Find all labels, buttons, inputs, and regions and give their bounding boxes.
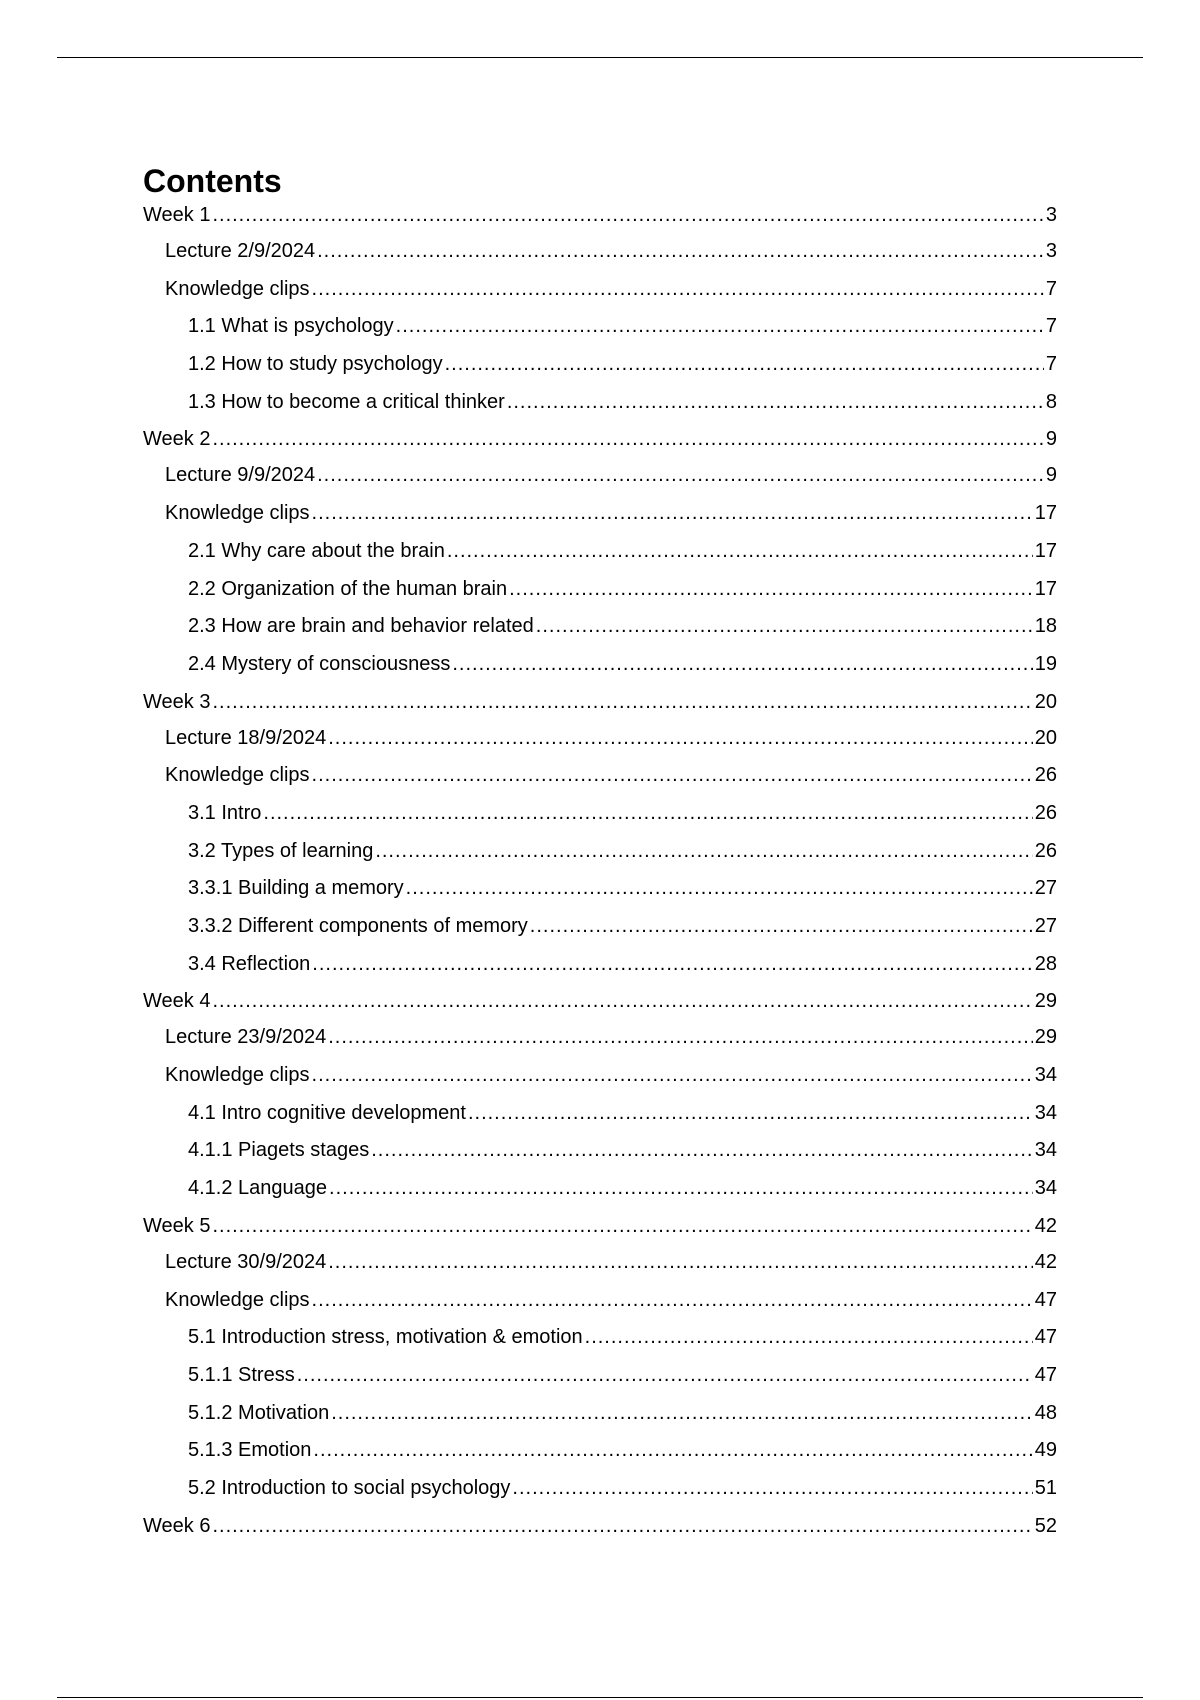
dot-leader xyxy=(212,1511,1032,1541)
toc-entry-page-number: 20 xyxy=(1034,726,1057,749)
dot-leader xyxy=(312,949,1032,979)
toc-entry-label: Week 6 xyxy=(143,1514,211,1537)
dot-leader xyxy=(375,836,1032,866)
toc-list xyxy=(143,200,1057,1547)
toc-entry-label: Lecture 30/9/2024 xyxy=(165,1250,327,1273)
toc-entry-page-number: 28 xyxy=(1034,952,1057,975)
dot-leader xyxy=(530,911,1033,941)
toc-entry-page-number: 17 xyxy=(1034,502,1057,525)
toc-entry-page-number: 26 xyxy=(1034,764,1057,787)
toc-entry-page-number: 26 xyxy=(1034,801,1057,824)
dot-leader xyxy=(212,200,1043,230)
dot-leader xyxy=(263,798,1032,828)
toc-entry-label: 3.1 Intro xyxy=(188,801,262,824)
toc-entry[interactable] xyxy=(143,760,1057,798)
toc-entry-label: Knowledge clips xyxy=(165,764,310,787)
toc-entry-label: 3.2 Types of learning xyxy=(188,839,374,862)
toc-entry-page-number: 42 xyxy=(1034,1250,1057,1273)
toc-entry[interactable] xyxy=(143,611,1057,649)
toc-entry-page-number: 26 xyxy=(1034,839,1057,862)
toc-entry[interactable] xyxy=(143,1247,1057,1285)
toc-entry-label: Knowledge clips xyxy=(165,1064,310,1087)
dot-leader xyxy=(317,236,1044,266)
toc-entry-page-number: 29 xyxy=(1034,990,1057,1013)
toc-entry-page-number: 3 xyxy=(1045,204,1057,226)
dot-leader xyxy=(212,986,1032,1016)
toc-entry-label: 3.3.1 Building a memory xyxy=(188,877,404,900)
toc-entry[interactable] xyxy=(143,836,1057,874)
toc-entry-page-number: 47 xyxy=(1034,1288,1057,1311)
dot-leader xyxy=(452,649,1032,679)
toc-entry-label: 2.2 Organization of the human brain xyxy=(188,577,508,600)
toc-entry-label: 4.1.1 Piagets stages xyxy=(188,1139,370,1162)
toc-entry-page-number: 42 xyxy=(1034,1214,1057,1237)
page-title: Contents xyxy=(143,163,282,199)
dot-leader xyxy=(312,274,1044,304)
toc-entry[interactable] xyxy=(143,311,1057,349)
toc-entry-label: 3.3.2 Different components of memory xyxy=(188,915,528,937)
dot-leader xyxy=(331,1398,1033,1428)
toc-entry-label: 5.1.2 Motivation xyxy=(188,1401,330,1424)
toc-entry[interactable] xyxy=(143,1511,1057,1547)
toc-entry-label: 5.2 Introduction to social psychology xyxy=(188,1476,511,1499)
toc-entry-page-number: 19 xyxy=(1034,652,1057,675)
toc-entry[interactable] xyxy=(143,1022,1057,1060)
toc-entry[interactable] xyxy=(143,274,1057,312)
dot-leader xyxy=(297,1360,1033,1390)
dot-leader xyxy=(509,574,1033,604)
toc-entry[interactable] xyxy=(143,723,1057,761)
toc-entry-page-number: 7 xyxy=(1045,353,1057,376)
toc-entry-page-number: 9 xyxy=(1045,464,1057,487)
toc-entry-label: 2.3 How are brain and behavior related xyxy=(188,615,534,638)
dot-leader xyxy=(313,1435,1032,1465)
toc-entry-label: Lecture 23/9/2024 xyxy=(165,1026,327,1049)
toc-entry[interactable] xyxy=(143,498,1057,536)
toc-entry[interactable] xyxy=(143,1173,1057,1211)
toc-entry[interactable] xyxy=(143,200,1057,236)
toc-entry-page-number: 9 xyxy=(1045,428,1057,451)
toc-entry-label: 3.4 Reflection xyxy=(188,952,311,975)
toc-entry[interactable] xyxy=(143,236,1057,274)
dot-leader xyxy=(445,349,1044,379)
toc-entry-page-number: 27 xyxy=(1034,877,1057,900)
dot-leader xyxy=(212,687,1032,717)
toc-entry[interactable] xyxy=(143,1135,1057,1173)
toc-entry-page-number: 48 xyxy=(1034,1401,1057,1424)
toc-entry-label: Week 2 xyxy=(143,428,211,451)
dot-leader xyxy=(512,1473,1032,1503)
toc-entry-label: Week 4 xyxy=(143,990,211,1013)
toc-entry-label: 5.1.1 Stress xyxy=(188,1363,295,1386)
toc-entry-page-number: 34 xyxy=(1034,1064,1057,1087)
dot-leader xyxy=(585,1322,1033,1352)
toc-entry[interactable] xyxy=(143,424,1057,460)
toc-entry-page-number: 29 xyxy=(1034,1026,1057,1049)
toc-entry-label: 4.1 Intro cognitive development xyxy=(188,1101,466,1124)
toc-entry-page-number: 51 xyxy=(1034,1476,1057,1499)
toc-entry[interactable] xyxy=(143,1435,1057,1473)
toc-entry[interactable] xyxy=(143,687,1057,723)
dot-leader xyxy=(396,311,1044,341)
toc-entry[interactable] xyxy=(143,536,1057,574)
toc-entry-page-number: 17 xyxy=(1034,539,1057,562)
dot-leader xyxy=(312,760,1033,790)
toc-entry-label: 1.3 How to become a critical thinker xyxy=(188,390,505,413)
toc-entry-label: Week 5 xyxy=(143,1214,211,1237)
toc-entry-page-number: 52 xyxy=(1034,1514,1057,1537)
toc-entry-label: 2.4 Mystery of consciousness xyxy=(188,652,451,675)
dot-leader xyxy=(406,873,1033,903)
toc-entry-label: Week 1 xyxy=(143,204,211,226)
dot-leader xyxy=(329,1173,1033,1203)
toc-entry[interactable] xyxy=(143,986,1057,1022)
dot-leader xyxy=(317,460,1044,490)
toc-entry-label: 4.1.2 Language xyxy=(188,1177,328,1200)
toc-entry-page-number: 17 xyxy=(1034,577,1057,600)
dot-leader xyxy=(447,536,1033,566)
dot-leader xyxy=(312,1060,1033,1090)
toc-entry-page-number: 49 xyxy=(1034,1439,1057,1462)
toc-entry[interactable] xyxy=(143,1398,1057,1436)
toc-entry[interactable] xyxy=(143,1098,1057,1136)
toc-entry-page-number: 18 xyxy=(1034,615,1057,638)
toc-entry-label: Knowledge clips xyxy=(165,1288,310,1311)
toc-entry-label: Lecture 9/9/2024 xyxy=(165,464,316,487)
dot-leader xyxy=(328,1247,1033,1277)
toc-entry[interactable] xyxy=(143,1060,1057,1098)
toc-entry-label: 1.2 How to study psychology xyxy=(188,353,443,376)
dot-leader xyxy=(212,424,1043,454)
toc-entry-page-number: 47 xyxy=(1034,1363,1057,1386)
toc-entry-page-number: 20 xyxy=(1034,690,1057,713)
dot-leader xyxy=(212,1211,1032,1241)
dot-leader xyxy=(312,498,1033,528)
toc-entry[interactable] xyxy=(143,1473,1057,1511)
table-of-contents xyxy=(143,162,1057,1547)
dot-leader xyxy=(468,1098,1033,1128)
dot-leader xyxy=(328,1022,1033,1052)
toc-entry-page-number: 27 xyxy=(1034,915,1057,937)
dot-leader xyxy=(371,1135,1033,1165)
toc-entry-page-number: 34 xyxy=(1034,1139,1057,1162)
dot-leader xyxy=(328,723,1033,753)
toc-entry[interactable] xyxy=(143,349,1057,387)
toc-entry[interactable] xyxy=(143,798,1057,836)
toc-entry[interactable] xyxy=(143,911,1057,949)
toc-entry-label: Lecture 18/9/2024 xyxy=(165,726,327,749)
toc-entry-label: Knowledge clips xyxy=(165,502,310,525)
toc-entry-label: Lecture 2/9/2024 xyxy=(165,240,316,262)
toc-entry-label: Week 3 xyxy=(143,690,211,713)
toc-entry[interactable] xyxy=(143,649,1057,687)
page-top-rule xyxy=(57,57,1143,58)
toc-entry-label: 1.1 What is psychology xyxy=(188,315,394,338)
toc-entry-page-number: 7 xyxy=(1045,277,1057,300)
toc-entry[interactable] xyxy=(143,1211,1057,1247)
page-bottom-rule xyxy=(57,1697,1143,1698)
toc-entry[interactable] xyxy=(143,949,1057,987)
toc-entry-label: 2.1 Why care about the brain xyxy=(188,539,445,562)
toc-entry[interactable] xyxy=(143,1360,1057,1398)
toc-entry-label: 5.1 Introduction stress, motivation & emotion xyxy=(188,1326,583,1349)
toc-entry-page-number: 3 xyxy=(1045,240,1057,262)
toc-entry[interactable] xyxy=(143,873,1057,911)
toc-entry-page-number: 47 xyxy=(1034,1326,1057,1349)
toc-entry-label: 5.1.3 Emotion xyxy=(188,1439,312,1462)
toc-entry[interactable] xyxy=(143,1285,1057,1323)
toc-entry[interactable] xyxy=(143,387,1057,425)
toc-entry-page-number: 7 xyxy=(1045,315,1057,338)
dot-leader xyxy=(507,387,1044,417)
toc-entry[interactable] xyxy=(143,1322,1057,1360)
dot-leader xyxy=(312,1285,1033,1315)
toc-entry[interactable] xyxy=(143,574,1057,612)
toc-entry[interactable] xyxy=(143,460,1057,498)
toc-entry-page-number: 8 xyxy=(1045,390,1057,413)
toc-entry-label: Knowledge clips xyxy=(165,277,310,300)
dot-leader xyxy=(536,611,1033,641)
toc-entry-page-number: 34 xyxy=(1034,1177,1057,1200)
toc-entry-page-number: 34 xyxy=(1034,1101,1057,1124)
